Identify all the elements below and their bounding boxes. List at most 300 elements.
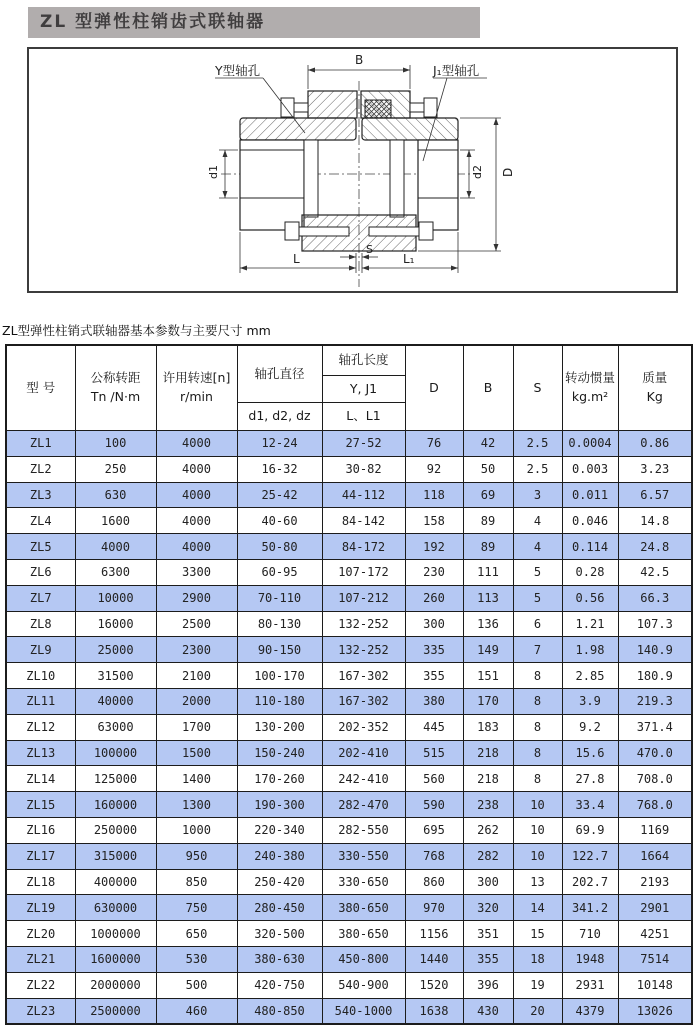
value-cell: 242-410	[322, 766, 405, 792]
value-cell: 12-24	[237, 431, 322, 457]
table-row	[6, 869, 692, 895]
value-cell: 19	[513, 972, 562, 998]
value-cell: 351	[463, 921, 513, 947]
value-cell: 183	[463, 714, 513, 740]
value-cell: 380-630	[237, 946, 322, 972]
model-cell: ZL2	[6, 456, 75, 482]
table-row	[6, 843, 692, 869]
value-cell: 708.0	[618, 766, 692, 792]
value-cell: 282-470	[322, 792, 405, 818]
value-cell: 10148	[618, 972, 692, 998]
value-cell: 42.5	[618, 559, 692, 585]
value-cell: 1664	[618, 843, 692, 869]
header-inertia-cn: 转动惯量	[564, 370, 615, 386]
value-cell: 149	[463, 637, 513, 663]
model-cell: ZL10	[6, 663, 75, 689]
value-cell: 80-130	[237, 611, 322, 637]
value-cell: 4000	[156, 482, 237, 508]
web-plate-right	[390, 140, 404, 217]
value-cell: 14.8	[618, 508, 692, 534]
value-cell: 63000	[75, 714, 156, 740]
header-torque-unit: Tn /N·m	[90, 389, 141, 404]
value-cell: 420-750	[237, 972, 322, 998]
value-cell: 113	[463, 585, 513, 611]
value-cell: 560	[405, 766, 463, 792]
value-cell: 2.5	[513, 456, 562, 482]
bolt-left-shaft	[294, 103, 308, 112]
value-cell: 167-302	[322, 688, 405, 714]
value-cell: 15.6	[562, 740, 618, 766]
value-cell: 1.98	[562, 637, 618, 663]
value-cell: 380	[405, 688, 463, 714]
value-cell: 445	[405, 714, 463, 740]
value-cell: 330-650	[322, 869, 405, 895]
value-cell: 1500	[156, 740, 237, 766]
model-cell: ZL6	[6, 559, 75, 585]
table-row	[6, 998, 692, 1024]
value-cell: 2900	[156, 585, 237, 611]
header-bore-diameter: 轴孔直径	[237, 345, 322, 403]
value-cell: 31500	[75, 663, 156, 689]
value-cell: 27-52	[322, 431, 405, 457]
model-cell: ZL14	[6, 766, 75, 792]
value-cell: 0.003	[562, 456, 618, 482]
value-cell: 860	[405, 869, 463, 895]
model-cell: ZL20	[6, 921, 75, 947]
model-cell: ZL1	[6, 431, 75, 457]
value-cell: 2.85	[562, 663, 618, 689]
value-cell: 540-900	[322, 972, 405, 998]
value-cell: 282	[463, 843, 513, 869]
value-cell: 2193	[618, 869, 692, 895]
header-d: D	[405, 345, 463, 431]
value-cell: 8	[513, 663, 562, 689]
value-cell: 107-172	[322, 559, 405, 585]
value-cell: 396	[463, 972, 513, 998]
value-cell: 69.9	[562, 817, 618, 843]
value-cell: 84-172	[322, 534, 405, 560]
value-cell: 4	[513, 508, 562, 534]
value-cell: 341.2	[562, 895, 618, 921]
value-cell: 10	[513, 843, 562, 869]
value-cell: 130-200	[237, 714, 322, 740]
value-cell: 590	[405, 792, 463, 818]
value-cell: 14	[513, 895, 562, 921]
value-cell: 320-500	[237, 921, 322, 947]
table-row	[6, 456, 692, 482]
value-cell: 2.5	[513, 431, 562, 457]
model-cell: ZL13	[6, 740, 75, 766]
dim-d1-label: d1	[207, 165, 220, 179]
value-cell: 515	[405, 740, 463, 766]
value-cell: 125000	[75, 766, 156, 792]
value-cell: 10	[513, 792, 562, 818]
table-row	[6, 688, 692, 714]
value-cell: 4	[513, 534, 562, 560]
header-mass	[618, 345, 692, 431]
table-row	[6, 972, 692, 998]
spec-table-container	[5, 344, 693, 1025]
value-cell: 2901	[618, 895, 692, 921]
model-cell: ZL18	[6, 869, 75, 895]
value-cell: 158	[405, 508, 463, 534]
value-cell: 16000	[75, 611, 156, 637]
value-cell: 4000	[156, 431, 237, 457]
value-cell: 0.56	[562, 585, 618, 611]
value-cell: 320	[463, 895, 513, 921]
hub-left	[240, 140, 304, 230]
value-cell: 950	[156, 843, 237, 869]
value-cell: 6300	[75, 559, 156, 585]
value-cell: 970	[405, 895, 463, 921]
value-cell: 695	[405, 817, 463, 843]
value-cell: 450-800	[322, 946, 405, 972]
model-cell: ZL11	[6, 688, 75, 714]
value-cell: 13026	[618, 998, 692, 1024]
value-cell: 170	[463, 688, 513, 714]
value-cell: 1.21	[562, 611, 618, 637]
value-cell: 470.0	[618, 740, 692, 766]
bolt-left	[281, 98, 294, 117]
model-cell: ZL17	[6, 843, 75, 869]
value-cell: 250-420	[237, 869, 322, 895]
model-cell: ZL19	[6, 895, 75, 921]
value-cell: 850	[156, 869, 237, 895]
value-cell: 650	[156, 921, 237, 947]
value-cell: 355	[405, 663, 463, 689]
value-cell: 6	[513, 611, 562, 637]
dim-d2-label: d2	[471, 165, 484, 179]
value-cell: 4000	[156, 534, 237, 560]
model-cell: ZL23	[6, 998, 75, 1024]
table-row	[6, 817, 692, 843]
value-cell: 1440	[405, 946, 463, 972]
value-cell: 66.3	[618, 585, 692, 611]
value-cell: 2500000	[75, 998, 156, 1024]
table-row	[6, 611, 692, 637]
value-cell: 400000	[75, 869, 156, 895]
value-cell: 10	[513, 817, 562, 843]
pin-left	[299, 227, 349, 236]
value-cell: 89	[463, 534, 513, 560]
header-bore-diameter-sub: d1, d2, dz	[237, 403, 322, 431]
hub-right	[418, 140, 458, 230]
web-plate-left	[304, 140, 318, 217]
value-cell: 100	[75, 431, 156, 457]
table-row	[6, 921, 692, 947]
header-mass-unit: Kg	[646, 389, 663, 404]
value-cell: 132-252	[322, 611, 405, 637]
value-cell: 2931	[562, 972, 618, 998]
value-cell: 90-150	[237, 637, 322, 663]
value-cell: 8	[513, 740, 562, 766]
value-cell: 371.4	[618, 714, 692, 740]
value-cell: 180.9	[618, 663, 692, 689]
table-row	[6, 559, 692, 585]
value-cell: 0.0004	[562, 431, 618, 457]
value-cell: 7514	[618, 946, 692, 972]
value-cell: 530	[156, 946, 237, 972]
table-row	[6, 792, 692, 818]
value-cell: 33.4	[562, 792, 618, 818]
value-cell: 60-95	[237, 559, 322, 585]
value-cell: 202.7	[562, 869, 618, 895]
header-bore-length: 轴孔长度	[322, 345, 405, 376]
dim-s-label: S	[366, 243, 373, 256]
dim-l1-label: L₁	[403, 252, 415, 266]
value-cell: 7	[513, 637, 562, 663]
value-cell: 280-450	[237, 895, 322, 921]
value-cell: 460	[156, 998, 237, 1024]
value-cell: 219.3	[618, 688, 692, 714]
header-b: B	[463, 345, 513, 431]
model-cell: ZL8	[6, 611, 75, 637]
value-cell: 1156	[405, 921, 463, 947]
value-cell: 44-112	[322, 482, 405, 508]
table-body	[6, 431, 692, 1025]
value-cell: 18	[513, 946, 562, 972]
value-cell: 1300	[156, 792, 237, 818]
value-cell: 10000	[75, 585, 156, 611]
value-cell: 1400	[156, 766, 237, 792]
value-cell: 89	[463, 508, 513, 534]
value-cell: 136	[463, 611, 513, 637]
value-cell: 4379	[562, 998, 618, 1024]
value-cell: 42	[463, 431, 513, 457]
value-cell: 1600	[75, 508, 156, 534]
dim-b-label: B	[355, 53, 364, 67]
value-cell: 380-650	[322, 921, 405, 947]
table-row	[6, 585, 692, 611]
value-cell: 0.28	[562, 559, 618, 585]
value-cell: 100-170	[237, 663, 322, 689]
model-cell: ZL9	[6, 637, 75, 663]
header-bore-length-ll1: L、L1	[322, 403, 405, 431]
header-speed-unit: r/min	[180, 389, 213, 404]
value-cell: 8	[513, 688, 562, 714]
table-row	[6, 431, 692, 457]
value-cell: 4251	[618, 921, 692, 947]
value-cell: 160000	[75, 792, 156, 818]
value-cell: 2500	[156, 611, 237, 637]
header-torque-cn: 公称转距	[90, 370, 141, 386]
model-cell: ZL21	[6, 946, 75, 972]
value-cell: 2300	[156, 637, 237, 663]
pin-right	[369, 227, 419, 236]
table-row	[6, 946, 692, 972]
pin-left-head	[285, 222, 299, 240]
value-cell: 40-60	[237, 508, 322, 534]
value-cell: 30-82	[322, 456, 405, 482]
value-cell: 430	[463, 998, 513, 1024]
left-hole-label: Y型轴孔	[215, 63, 261, 78]
pin-right-head	[419, 222, 433, 240]
flange-rim-right	[362, 118, 458, 140]
header-model: 型 号	[6, 345, 75, 431]
value-cell: 76	[405, 431, 463, 457]
header-inertia	[562, 345, 618, 431]
value-cell: 3300	[156, 559, 237, 585]
value-cell: 107.3	[618, 611, 692, 637]
value-cell: 0.011	[562, 482, 618, 508]
value-cell: 5	[513, 559, 562, 585]
page-title: ZL 型弹性柱销齿式联轴器	[28, 7, 480, 38]
value-cell: 40000	[75, 688, 156, 714]
value-cell: 1520	[405, 972, 463, 998]
value-cell: 50	[463, 456, 513, 482]
value-cell: 250000	[75, 817, 156, 843]
flange-rim-left	[240, 118, 356, 140]
value-cell: 1000	[156, 817, 237, 843]
coupling-technical-drawing	[27, 47, 678, 293]
value-cell: 630	[75, 482, 156, 508]
model-cell: ZL7	[6, 585, 75, 611]
value-cell: 282-550	[322, 817, 405, 843]
table-row	[6, 895, 692, 921]
value-cell: 2100	[156, 663, 237, 689]
value-cell: 1000000	[75, 921, 156, 947]
dim-d-label: D	[501, 167, 515, 177]
value-cell: 20	[513, 998, 562, 1024]
value-cell: 92	[405, 456, 463, 482]
value-cell: 4000	[156, 456, 237, 482]
value-cell: 710	[562, 921, 618, 947]
value-cell: 150-240	[237, 740, 322, 766]
table-row	[6, 508, 692, 534]
value-cell: 3.9	[562, 688, 618, 714]
gear-sleeve-left	[308, 91, 357, 118]
value-cell: 218	[463, 766, 513, 792]
value-cell: 50-80	[237, 534, 322, 560]
value-cell: 110-180	[237, 688, 322, 714]
value-cell: 151	[463, 663, 513, 689]
table-row	[6, 714, 692, 740]
model-cell: ZL22	[6, 972, 75, 998]
value-cell: 300	[405, 611, 463, 637]
spec-table	[5, 344, 693, 1025]
value-cell: 220-340	[237, 817, 322, 843]
value-cell: 190-300	[237, 792, 322, 818]
value-cell: 107-212	[322, 585, 405, 611]
value-cell: 69	[463, 482, 513, 508]
value-cell: 540-1000	[322, 998, 405, 1024]
bolt-right	[424, 98, 437, 117]
value-cell: 84-142	[322, 508, 405, 534]
value-cell: 0.86	[618, 431, 692, 457]
value-cell: 192	[405, 534, 463, 560]
value-cell: 3.23	[618, 456, 692, 482]
value-cell: 0.114	[562, 534, 618, 560]
value-cell: 111	[463, 559, 513, 585]
value-cell: 380-650	[322, 895, 405, 921]
value-cell: 500	[156, 972, 237, 998]
value-cell: 13	[513, 869, 562, 895]
value-cell: 335	[405, 637, 463, 663]
header-speed	[156, 345, 237, 431]
header-mass-cn: 质量	[642, 370, 668, 386]
table-row	[6, 637, 692, 663]
coupling-drawing-svg	[29, 49, 676, 291]
value-cell: 2000000	[75, 972, 156, 998]
value-cell: 132-252	[322, 637, 405, 663]
value-cell: 3	[513, 482, 562, 508]
value-cell: 5	[513, 585, 562, 611]
value-cell: 750	[156, 895, 237, 921]
value-cell: 202-410	[322, 740, 405, 766]
right-hole-label: J₁型轴孔	[433, 63, 480, 78]
header-inertia-unit: kg.m²	[571, 389, 609, 404]
value-cell: 330-550	[322, 843, 405, 869]
value-cell: 1700	[156, 714, 237, 740]
value-cell: 24.8	[618, 534, 692, 560]
model-cell: ZL4	[6, 508, 75, 534]
value-cell: 630000	[75, 895, 156, 921]
model-cell: ZL5	[6, 534, 75, 560]
value-cell: 202-352	[322, 714, 405, 740]
value-cell: 768	[405, 843, 463, 869]
value-cell: 1948	[562, 946, 618, 972]
model-cell: ZL3	[6, 482, 75, 508]
header-s: S	[513, 345, 562, 431]
value-cell: 240-380	[237, 843, 322, 869]
value-cell: 6.57	[618, 482, 692, 508]
table-caption: ZL型弹性柱销式联轴器基本参数与主要尺寸 mm	[2, 323, 271, 338]
value-cell: 16-32	[237, 456, 322, 482]
value-cell: 25-42	[237, 482, 322, 508]
value-cell: 27.8	[562, 766, 618, 792]
table-row	[6, 663, 692, 689]
value-cell: 238	[463, 792, 513, 818]
table-row	[6, 766, 692, 792]
value-cell: 315000	[75, 843, 156, 869]
value-cell: 4000	[156, 508, 237, 534]
value-cell: 118	[405, 482, 463, 508]
model-cell: ZL12	[6, 714, 75, 740]
elastic-element-crosshatch	[365, 100, 391, 118]
value-cell: 122.7	[562, 843, 618, 869]
model-cell: ZL15	[6, 792, 75, 818]
value-cell: 355	[463, 946, 513, 972]
value-cell: 25000	[75, 637, 156, 663]
table-row	[6, 740, 692, 766]
value-cell: 1600000	[75, 946, 156, 972]
value-cell: 140.9	[618, 637, 692, 663]
value-cell: 4000	[75, 534, 156, 560]
value-cell: 15	[513, 921, 562, 947]
value-cell: 1638	[405, 998, 463, 1024]
value-cell: 260	[405, 585, 463, 611]
table-row	[6, 534, 692, 560]
bolt-right-shaft	[410, 103, 424, 112]
value-cell: 9.2	[562, 714, 618, 740]
model-cell: ZL16	[6, 817, 75, 843]
value-cell: 300	[463, 869, 513, 895]
table-row	[6, 482, 692, 508]
value-cell: 70-110	[237, 585, 322, 611]
dim-l-label: L	[293, 252, 300, 266]
value-cell: 480-850	[237, 998, 322, 1024]
value-cell: 218	[463, 740, 513, 766]
header-speed-cn: 许用转速[n]	[162, 370, 231, 386]
value-cell: 0.046	[562, 508, 618, 534]
value-cell: 8	[513, 714, 562, 740]
header-torque	[75, 345, 156, 431]
value-cell: 262	[463, 817, 513, 843]
value-cell: 768.0	[618, 792, 692, 818]
value-cell: 230	[405, 559, 463, 585]
value-cell: 170-260	[237, 766, 322, 792]
table-header	[6, 345, 692, 431]
